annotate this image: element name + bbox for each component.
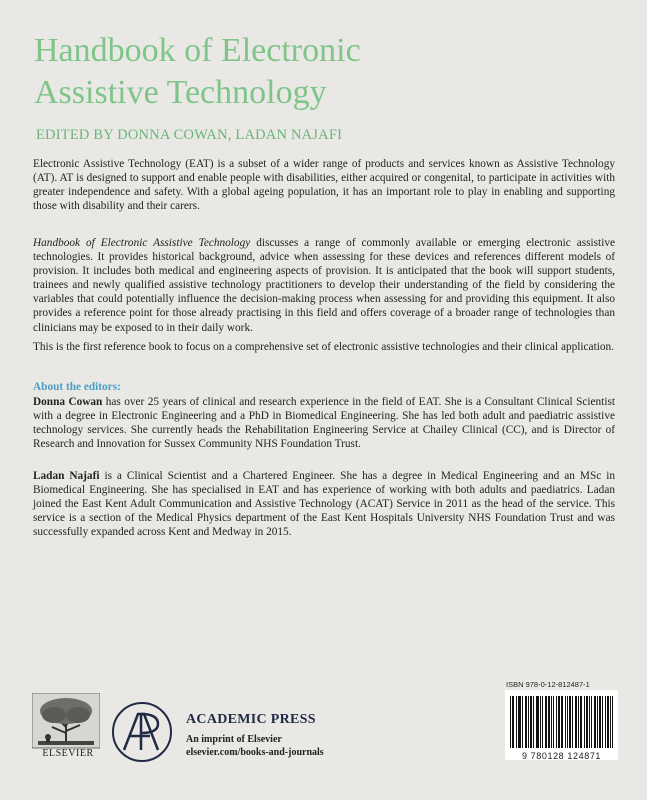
barcode-bars [505, 690, 618, 750]
barcode-bar [533, 696, 534, 748]
barcode-bar [562, 696, 563, 748]
book-title-line1: Handbook of Electronic [34, 32, 361, 69]
first-reference-paragraph [33, 340, 615, 354]
barcode-bar [586, 696, 587, 748]
barcode-bar [528, 696, 529, 748]
barcode-bar [567, 696, 568, 748]
barcode-bar [580, 696, 581, 748]
barcode-bar [589, 696, 590, 748]
barcode-bar [537, 696, 538, 748]
barcode-bar [559, 696, 560, 748]
barcode [505, 690, 618, 760]
barcode-bar [569, 696, 570, 748]
barcode-bar [565, 696, 566, 748]
barcode-bar [525, 696, 526, 748]
barcode-bar [597, 696, 598, 748]
imprint-text: An imprint of Elsevier [186, 734, 282, 745]
academic-press-logo [110, 700, 174, 764]
about-editors-heading: About the editors: [33, 381, 121, 393]
editor2-bio-paragraph [33, 469, 615, 539]
barcode-bar [551, 696, 552, 748]
barcode-bar [520, 696, 521, 748]
barcode-bar [572, 696, 573, 748]
barcode-bar [513, 696, 514, 748]
description-text: discusses a range of commonly available or emerging electronic assistive technologies. It provides historical background, advice when assessing for these devices and references different models of provision. It includes both medical and engineering aspects of provision. It is anticipated that the book will support students, trainees and newly qualified assistive technology practitioners to develop their understanding of the field by considering the variables that could potentially influence the decision-making process when assessing for and providing this equipment. It also provides a reference point for those already practising in this field and offers coverage of a broader range of technologies than clinicians may be exposed to in their daily work. [33, 237, 615, 334]
barcode-bar [591, 696, 592, 748]
description-book-title: Handbook of Electronic Assistive Technology [33, 237, 251, 249]
barcode-bar [516, 696, 517, 748]
barcode-bar [594, 696, 595, 748]
barcode-bar [558, 696, 559, 748]
intro-paragraph [33, 157, 615, 213]
barcode-bar [600, 696, 601, 748]
barcode-bar [610, 696, 611, 748]
barcode-bar [548, 696, 549, 748]
barcode-bar [510, 696, 511, 748]
barcode-bar [518, 696, 519, 748]
publisher-url: elsevier.com/books-and-journals [186, 747, 324, 758]
barcode-bar [549, 696, 550, 748]
barcode-bar [538, 696, 539, 748]
intro-text: Electronic Assistive Technology (EAT) is a subset of a wider range of products and services known as Assistive Technology (AT). AT is designed to support and enable people with disabilities, either acquired or congenital, to participate in activities with greater independence and safety. With a global ageing population, it has an important role to play in enabling and supporting those with disability and their carers. [33, 158, 615, 213]
barcode-bar [526, 696, 527, 748]
barcode-bar [561, 696, 562, 748]
first-reference-text: This is the first reference book to focus on a comprehensive set of electronic assistive technologies and their clinical application. [33, 341, 614, 353]
editor1-bio: has over 25 years of clinical and research experience in the field of EAT. She is a Consultant Clinical Scientist with a degree in Electronic Engineering and a PhD in Biomedical Engineering. She has led both adult and paediatric assistive technology services. She currently heads the Rehabilitation Engineering Service at Chailey Clinical (CC), and is Director of Research and Innovation for Sussex Community NHS Foundation Trust. [33, 396, 615, 451]
barcode-bar [531, 696, 532, 748]
barcode-bar [540, 696, 541, 748]
barcode-bar [556, 696, 557, 748]
barcode-bar [519, 696, 520, 748]
barcode-bar [602, 696, 603, 748]
barcode-bar [599, 696, 600, 748]
book-title [34, 30, 634, 114]
barcode-bar [612, 696, 613, 748]
elsevier-label: ELSEVIER [42, 748, 94, 759]
barcode-bar [576, 696, 577, 748]
barcode-bar [522, 696, 523, 748]
editor1-name: Donna Cowan [33, 396, 103, 408]
barcode-bar [553, 696, 554, 748]
barcode-bar [587, 696, 588, 748]
barcode-bar [581, 696, 582, 748]
barcode-bar [575, 696, 576, 748]
barcode-bar [542, 696, 543, 748]
editor2-name: Ladan Najafi [33, 470, 100, 482]
barcode-bar [584, 696, 585, 748]
barcode-bar [546, 696, 547, 748]
editors-line: EDITED BY DONNA COWAN, LADAN NAJAFI [36, 127, 343, 143]
barcode-bar [512, 696, 513, 748]
book-title-line2: Assistive Technology [34, 74, 327, 111]
editor1-bio-paragraph [33, 395, 615, 451]
description-paragraph [33, 236, 615, 335]
barcode-bar [570, 696, 571, 748]
barcode-bar [578, 696, 579, 748]
barcode-bar [605, 696, 606, 748]
barcode-bar [530, 696, 531, 748]
barcode-bar [545, 696, 546, 748]
isbn-text: ISBN 978-0-12-812487-1 [506, 680, 590, 689]
academic-press-name: ACADEMIC PRESS [186, 712, 316, 727]
editor2-bio: is a Clinical Scientist and a Chartered Engineer. She has a degree in Medical Engineering and an MSc in Biomedical Engineering. She has specialised in EAT and has experience of working with both adults and paediatrics. Ladan joined the East Kent Adult Communication and Assistive Technology (ACAT) Service in 2011 as the head of the service. This service is a section of the Medical Physics department of the East Kent Hospitals University NHS Foundation Trust and was successfully expanded across Kent and Medway in 2015. [33, 470, 615, 539]
barcode-bar [536, 696, 537, 748]
barcode-digits: 9 780128 124871 [521, 751, 602, 761]
barcode-bar [607, 696, 608, 748]
barcode-bar [608, 696, 609, 748]
barcode-bar [595, 696, 596, 748]
